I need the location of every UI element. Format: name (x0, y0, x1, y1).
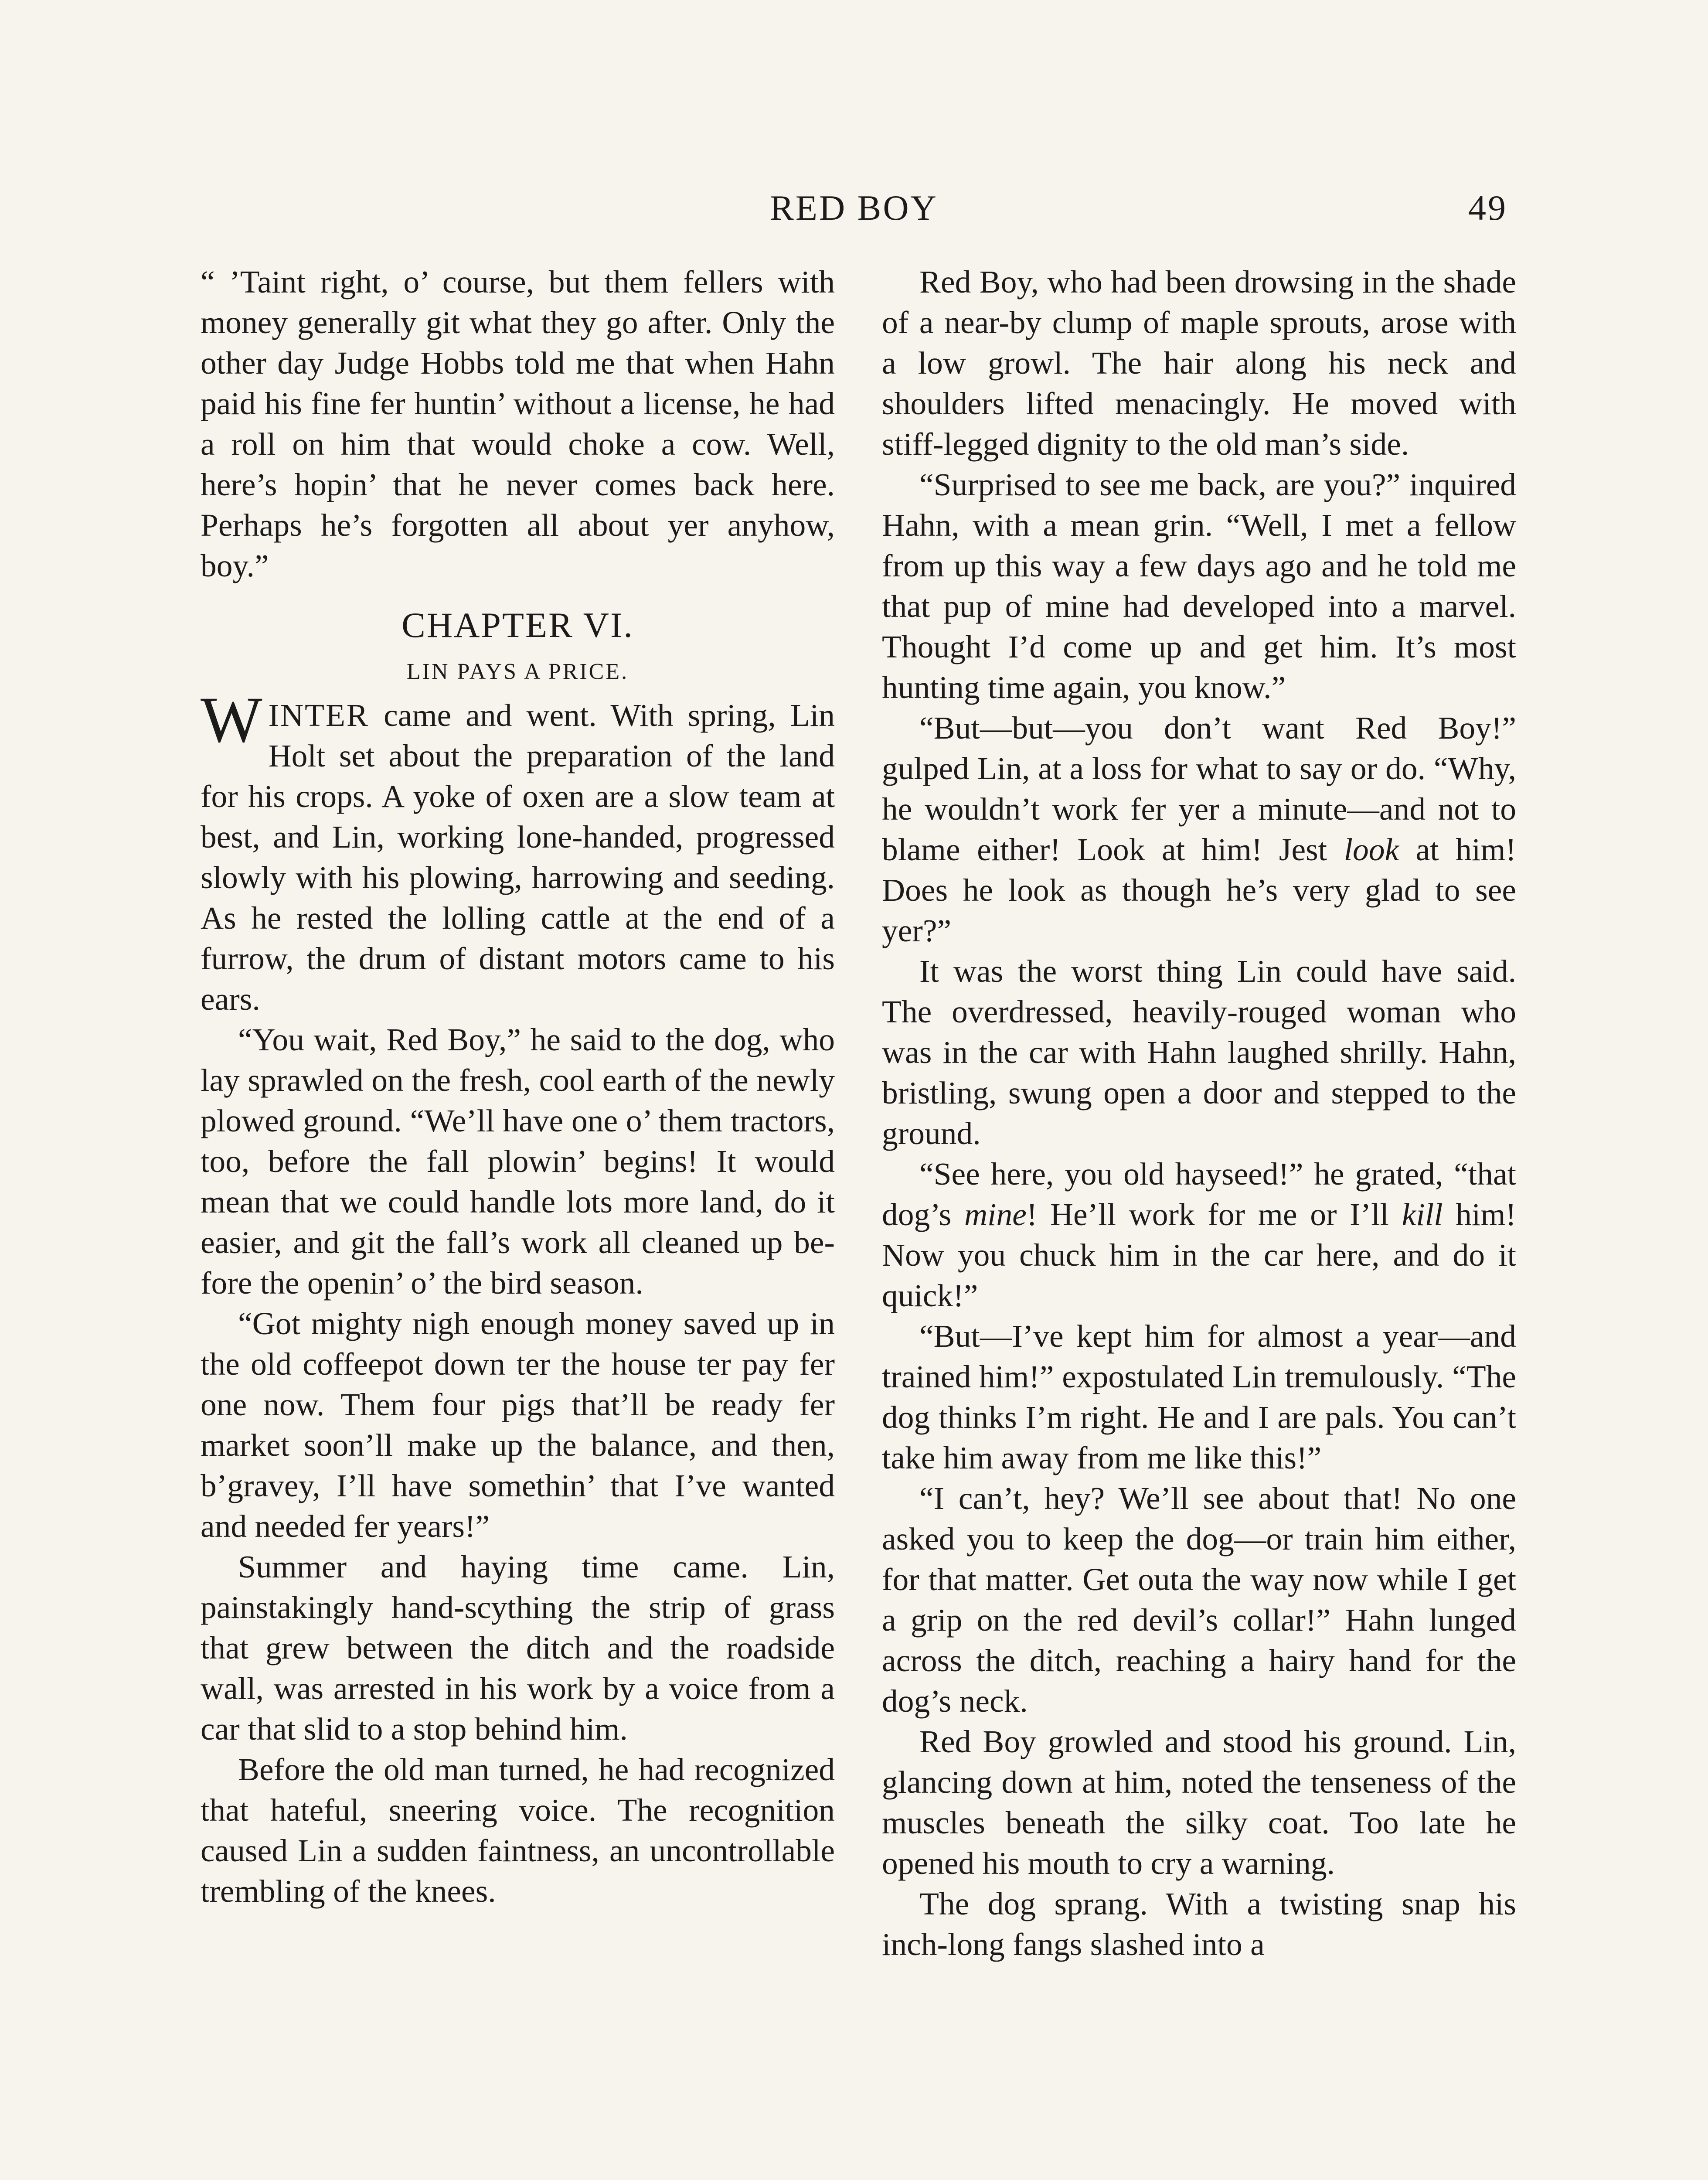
paragraph (882, 1154, 1516, 1316)
paragraph-text: “But—but—you don’t want Red Boy!” gulped Lin, at a loss for what to say or do. “Why, he wouldn’t work fer yer a minute—and not to blame either! Look at him! Jest (882, 710, 1516, 867)
left-column (201, 262, 835, 1911)
chapter-opening-paragraph (201, 684, 835, 1019)
paragraph: Summer and haying time came. Lin, painstakingly hand-scything the strip of grass that grew between the ditch and the roadside wall, was arrested in his work by a voice from a car that slid to a stop behind him. (201, 1549, 835, 1747)
running-title: RED BOY (770, 188, 938, 228)
paragraph: Before the old man turned, he had recognized that hateful, sneering voice. The recognition caused Lin a sudden faintness, an uncontrollable trembling of the knees. (201, 1752, 835, 1909)
paragraph-text: “See here, you old hayseed!” he grated, “that dog’s (882, 1156, 1516, 1232)
emphasis: mine (964, 1197, 1027, 1232)
opening-caps: INTER (268, 698, 369, 733)
emphasis: kill (1402, 1197, 1443, 1232)
paragraph: It was the worst thing Lin could have said. The overdressed, heavily-rouged woman who was in the car with Hahn laughed shrilly. Hahn, bristling, swung open a door and stepped to the ground. (882, 954, 1516, 1151)
page-number: 49 (1468, 188, 1507, 228)
paragraph (882, 708, 1516, 951)
right-column (882, 262, 1516, 1965)
paragraph-text: at him! Does he look as though he’s very glad to see yer?” (882, 832, 1516, 948)
chapter-subtitle: LIN PAYS A PRICE. (406, 659, 629, 684)
paragraph: “But—I’ve kept him for almost a year—and trained him!” expostulated Lin tremulously. “The dog thinks I’m right. He and I are pals. You can’t take him away from me like this!” (882, 1318, 1516, 1475)
paragraph: “I can’t, hey? We’ll see about that! No one asked you to keep the dog—or train him either, for that matter. Get outa the way now while I get a grip on the red devil’s collar!” Hahn lunged across the ditch, reaching a hairy hand for the dog’s neck. (882, 1481, 1516, 1719)
paragraph: “ ’Taint right, o’ course, but them fellers with money generally git what they go after. Only the other day Judge Hobbs told me that when Hahn paid his fine fer huntin’ without a license, he had a roll on him that would choke a cow. Well, here’s hopin’ that he never comes back here. Perhaps he’s forgotten all about yer anyhow, boy.” (201, 264, 835, 583)
drop-cap: W (201, 684, 262, 756)
paragraph: “You wait, Red Boy,” he said to the dog, who lay sprawled on the fresh, cool earth of the newly plowed ground. “We’ll have one o’ them tractors, too, before the fall plowin’ begins! It would mean that we could handle lots more land, do it easier, and git the fall’s work all cleaned up before the openin’ o’ the bird season. (201, 1022, 835, 1301)
chapter-title: CHAPTER VI. (401, 605, 634, 645)
paragraph-text: ! He’ll work for me or I’ll (1026, 1197, 1402, 1232)
paragraph: “Got mighty nigh enough money saved up in the old coffeepot down ter the house ter pay fer one now. Them four pigs that’ll be ready fer market soon’ll make up the balance, and then, b’gravey, I’ll have somethin’ that I’ve wanted and needed fer years!” (201, 1306, 835, 1544)
paragraph: Red Boy growled and stood his ground. Lin, glancing down at him, noted the tenseness of the muscles beneath the silky coat. Too late he opened his mouth to cry a warning. (882, 1724, 1516, 1881)
paragraph-text: him! Now you chuck him in the car here, and do it quick!” (882, 1197, 1516, 1313)
paragraph-text: came and went. With spring, Lin Holt set about the preparation of the land for his crops. A yoke of oxen are a slow team at best, and Lin, working lone-handed, progressed slowly with his plowing, harrowing and seeding. As he rested the lolling cattle at the end of a furrow, the drum of distant motors came to his ears. (201, 698, 835, 1017)
paragraph: The dog sprang. With a twisting snap his inch-long fangs slashed into a (882, 1886, 1516, 1962)
paragraph: “Surprised to see me back, are you?” inquired Hahn, with a mean grin. “Well, I met a fellow from up this way a few days ago and he told me that pup of mine had developed into a marvel. Thought I’d come up and get him. It’s most hunting time again, you know.” (882, 467, 1516, 705)
paragraph: Red Boy, who had been drowsing in the shade of a near-by clump of maple sprouts, arose with a low growl. The hair along his neck and shoulders lifted menacingly. He moved with stiff-legged dignity to the old man’s side. (882, 264, 1516, 462)
emphasis: look (1344, 832, 1399, 867)
